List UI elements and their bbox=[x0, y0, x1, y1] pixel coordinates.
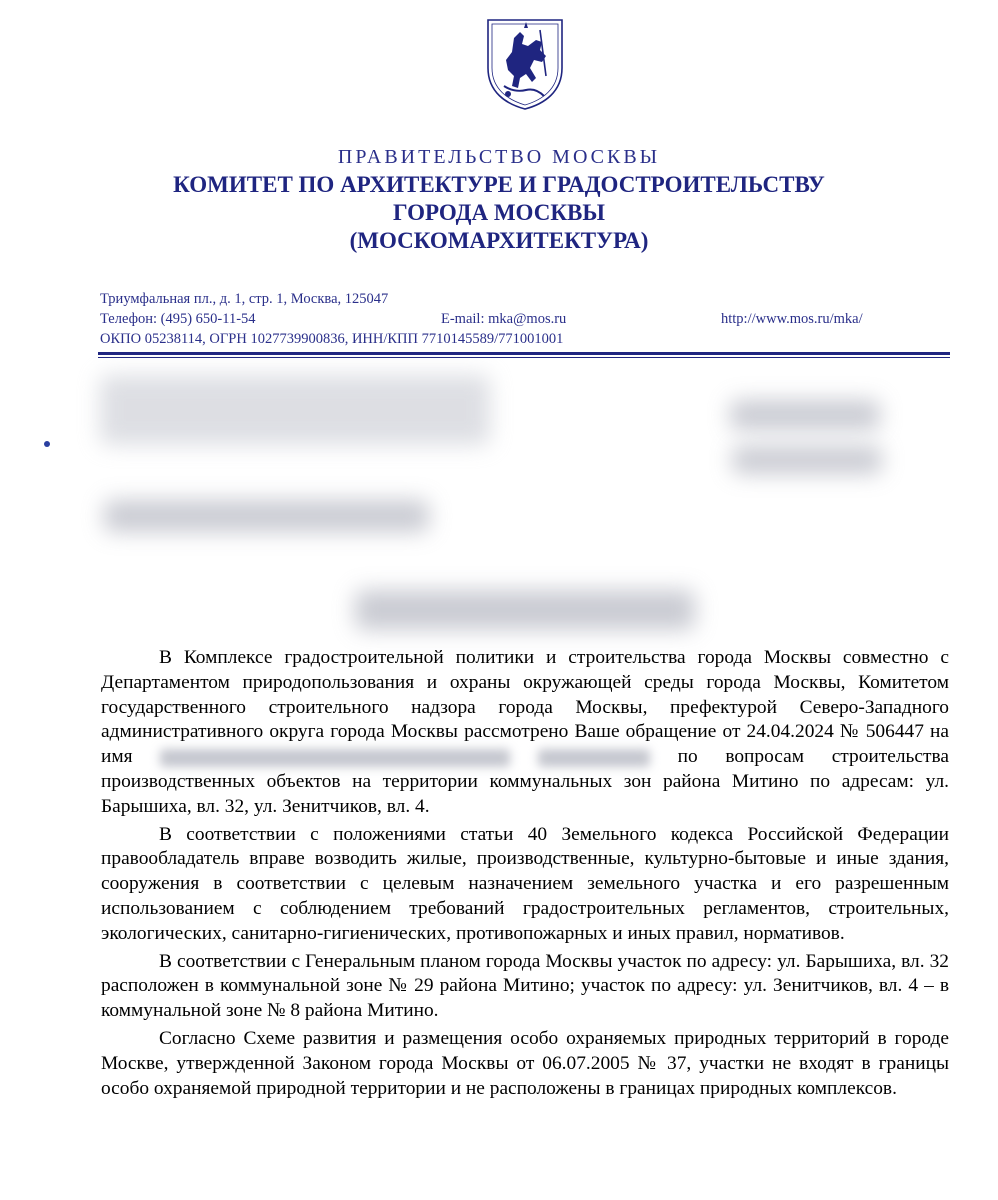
phone-row bbox=[100, 309, 950, 329]
margin-dot bbox=[44, 441, 50, 447]
paragraph-2: В соответствии с положениями статьи 40 Земельного кодекса Российской Федерации правообладатель вправе возводить жилые, производственные, культурно-бытовые и иные здания, сооружения в соответствии с целевым назначением земельного участка и его разрешенным использованием с соблюдением требований градостроительных регламентов, строительных, экологических, санитарно-гигиенических, противопожарных и иных правил, нормативов. bbox=[101, 823, 949, 944]
paragraph-1-part-a: В Комплексе градостроительной политики и строительства города Москвы совместно с Департаментом природопользования и охраны окружающей среды города Москвы, Комитетом государственного строительного надзора города Москвы, префектурой Северо-Западного административного округа города Москвы рассмотрено Ваше обращение от 24.04.2024 № 506447 на имя bbox=[101, 647, 949, 768]
registry-row bbox=[100, 329, 950, 349]
government-title: ПРАВИТЕЛЬСТВО МОСКВЫ bbox=[337, 146, 661, 168]
address: Триумфальная пл., д. 1, стр. 1, Москва, 125047 bbox=[100, 291, 389, 307]
redacted-name-1 bbox=[160, 749, 510, 767]
email: E-mail: mka@mos.ru bbox=[441, 311, 567, 327]
header-divider-thin bbox=[98, 357, 950, 358]
paragraph-1-part-b: по вопросам строительства производственных объектов на территории коммунальных зон района Митино по адресам: ул. Барышиха, вл. 32, ул. Зенитчиков, вл. 4. bbox=[101, 746, 949, 817]
address-row bbox=[100, 289, 950, 309]
paragraph-1 bbox=[101, 646, 949, 820]
committee-title-line2: ГОРОДА МОСКВЫ bbox=[393, 200, 605, 225]
letter-body bbox=[101, 646, 949, 1104]
header-divider-thick bbox=[98, 352, 950, 355]
redacted-stamp bbox=[100, 375, 490, 445]
paragraph-3: В соответствии с Генеральным планом города Москвы участок по адресу: ул. Барышиха, вл. 32 расположен в коммунальной зоне № 29 района Митино; участок по адресу: ул. Зенитчиков, вл. 4 – в коммунальной зоне № 8 района Митино. bbox=[101, 950, 949, 1022]
redacted-recipient-line2 bbox=[732, 446, 882, 474]
contact-block bbox=[100, 289, 950, 349]
redacted-name-2 bbox=[538, 749, 650, 767]
redacted-salutation bbox=[355, 590, 695, 630]
website: http://www.mos.ru/mka/ bbox=[721, 311, 863, 327]
redacted-reference bbox=[104, 500, 429, 532]
committee-title-line3: (МОСКОМАРХИТЕКТУРА) bbox=[349, 228, 649, 253]
committee-title-line1: КОМИТЕТ ПО АРХИТЕКТУРЕ И ГРАДОСТРОИТЕЛЬСТВУ bbox=[173, 172, 825, 197]
registry-codes: ОКПО 05238114, ОГРН 1027739900836, ИНН/КПП 7710145589/771001001 bbox=[100, 331, 564, 347]
phone: Телефон: (495) 650-11-54 bbox=[100, 311, 256, 327]
paragraph-4: Согласно Схеме развития и размещения особо охраняемых природных территорий в городе Москве, утвержденной Законом города Москвы от 06.07.2005 № 37, участки не входят в границы особо охраняемой природной территории и не расположены в границах природных комплексов. bbox=[101, 1027, 949, 1099]
redacted-recipient-line1 bbox=[730, 400, 880, 430]
moscow-coat-of-arms-icon bbox=[484, 16, 566, 112]
